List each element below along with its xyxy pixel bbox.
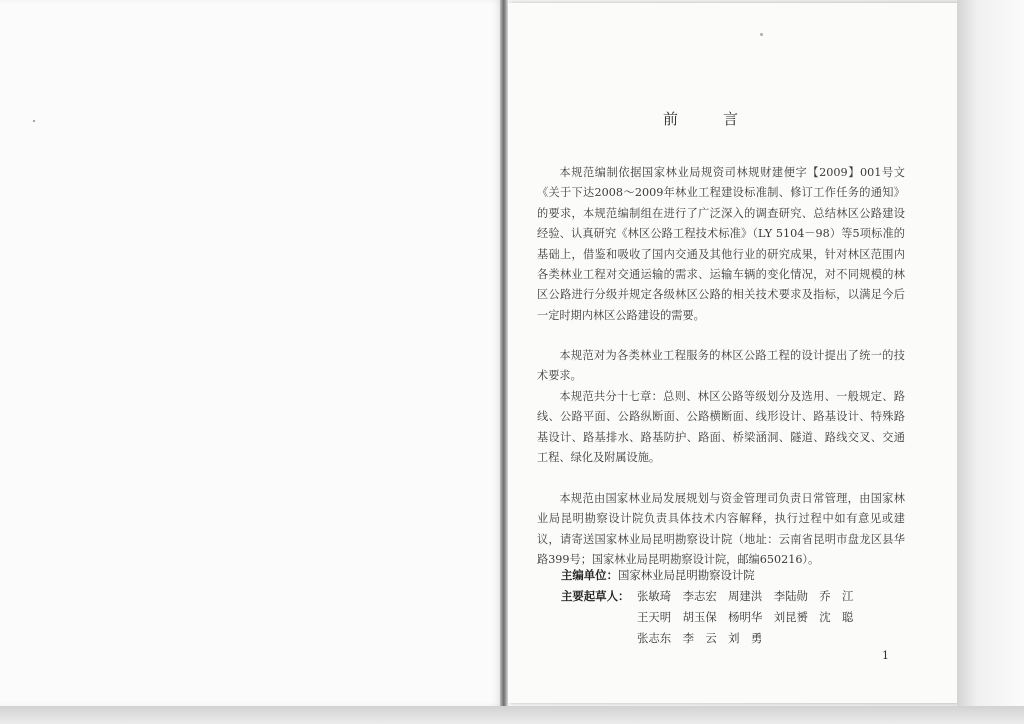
book-spine	[500, 0, 508, 706]
chief-unit-value: 国家林业局昆明勘察设计院	[617, 568, 755, 582]
drafters-label: 主要起草人：	[561, 589, 630, 603]
drafters-row-2: 王天明 胡玉保 杨明华 刘昆赟 沈 聪	[637, 610, 854, 624]
preface-paragraph-3: 本规范共分十七章：总则、林区公路等级划分及选用、一般规定、路线、公路平面、公路纵断面、公路横断面、线形设计、路基设计、特殊路基设计、路基排水、路基防护、路面、桥梁涵洞、隧道、路线交叉、交通工程、绿化及附属设施。	[537, 390, 905, 465]
preface-paragraph-2: 本规范对为各类林业工程服务的林区公路工程的设计提出了统一的技术要求。	[537, 349, 905, 383]
preface-paragraph-1: 本规范编制依据国家林业局规资司林规财建便字【2009】001号文《关于下达2008～2009年林业工程建设标准制、修订工作任务的通知》的要求，本规范编制组在进行了广泛深入的调查研究、总结林区公路建设经验、认真研究《林区公路工程技术标准》（LY 5104－98）等5项标准的基础上，借鉴和吸收了国内交通及其他行业的研究成果，针对林区范围内各类林业工程对交通运输的需求、运输车辆的变化情况，对不同规模的林区公路进行分级并规定各级林区公路的相关技术要求及指标，以满足今后一定时期内林区公路建设的需要。	[537, 166, 905, 322]
chief-unit-line	[561, 567, 755, 583]
left-page-blank	[0, 0, 502, 706]
scan-speck	[33, 120, 35, 122]
page-number: 1	[882, 649, 889, 662]
preface-paragraph-4: 本规范由国家林业局发展规划与资金管理司负责日常管理，由国家林业局昆明勘察设计院负责具体技术内容解释，执行过程中如有意见或建议，请寄送国家林业局昆明勘察设计院（地址：云南省昆明市盘龙区县华路399号；国家林业局昆明勘察设计院，邮编650216）。	[537, 492, 905, 567]
scanner-bottom-edge	[0, 706, 1024, 724]
page-title: 前 言	[662, 110, 753, 128]
drafters-row-3: 张志东 李 云 刘 勇	[637, 631, 763, 645]
drafters-line	[561, 588, 629, 604]
drafters-row-1: 张敏琦 李志宏 周建洪 李陆勋 乔 江	[637, 589, 854, 603]
scan-speck	[760, 33, 763, 36]
chief-unit-label: 主编单位：	[561, 568, 618, 582]
scanner-edge	[957, 0, 1024, 724]
